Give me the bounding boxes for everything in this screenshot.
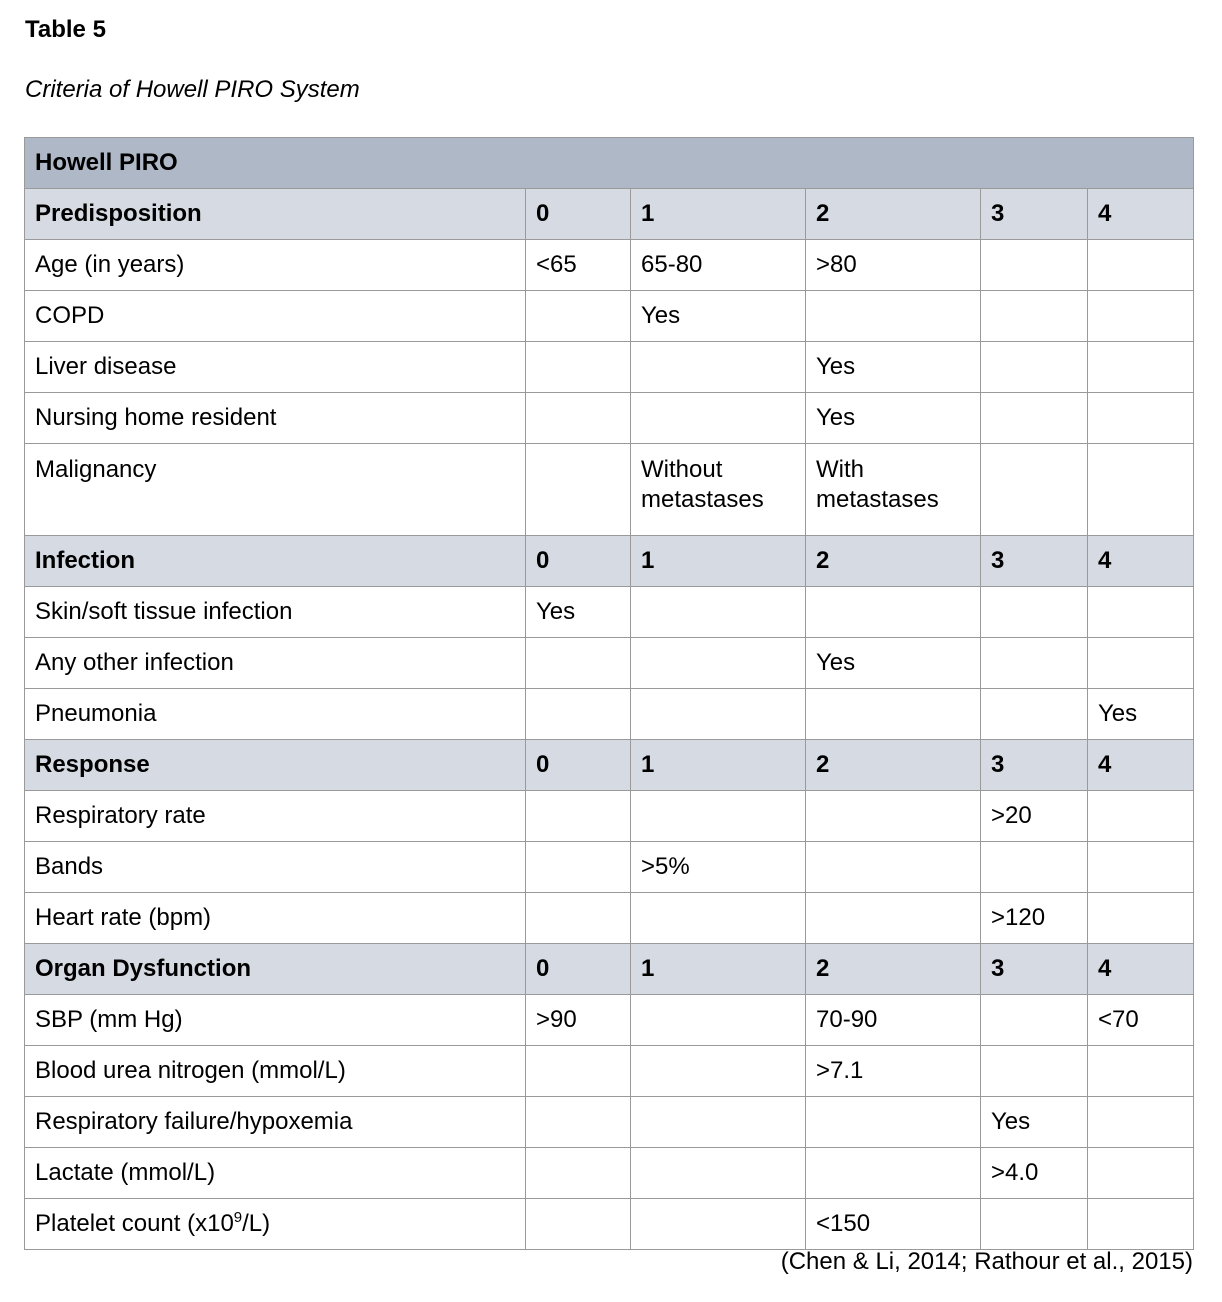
section-name: Organ Dysfunction (25, 944, 526, 995)
table-cell (981, 291, 1088, 342)
table-caption: Criteria of Howell PIRO System (25, 76, 360, 103)
table-cell (981, 444, 1088, 536)
table-row (25, 842, 1194, 893)
table-cell (806, 587, 981, 638)
table-cell: >4.0 (981, 1148, 1088, 1199)
table-cell (981, 1199, 1088, 1250)
table-cell (526, 791, 631, 842)
score-header: 4 (1088, 189, 1194, 240)
row-label: Respiratory rate (25, 791, 526, 842)
table-cell (526, 291, 631, 342)
score-header: 1 (631, 189, 806, 240)
table-title: Howell PIRO (25, 138, 1194, 189)
table-cell (806, 791, 981, 842)
table-row (25, 1148, 1194, 1199)
table-cell: Yes (806, 638, 981, 689)
table-cell: With metastases (806, 444, 981, 536)
table-cell (981, 842, 1088, 893)
table-row (25, 444, 1194, 536)
table-cell (1088, 842, 1194, 893)
row-label: Nursing home resident (25, 393, 526, 444)
score-header: 0 (526, 536, 631, 587)
table-cell (1088, 587, 1194, 638)
table-cell (1088, 791, 1194, 842)
table-cell (981, 1046, 1088, 1097)
score-header: 0 (526, 944, 631, 995)
table-cell (526, 842, 631, 893)
score-header: 1 (631, 536, 806, 587)
table-cell (981, 587, 1088, 638)
row-label: Lactate (mmol/L) (25, 1148, 526, 1199)
score-header: 2 (806, 189, 981, 240)
row-label: Age (in years) (25, 240, 526, 291)
table-cell (631, 393, 806, 444)
citation: (Chen & Li, 2014; Rathour et al., 2015) (780, 1248, 1193, 1275)
row-label-unit: /L) (242, 1210, 271, 1237)
row-label: Skin/soft tissue infection (25, 587, 526, 638)
table-cell (526, 342, 631, 393)
table-cell (526, 638, 631, 689)
table-cell (631, 995, 806, 1046)
score-header: 3 (981, 189, 1088, 240)
score-header: 2 (806, 944, 981, 995)
table-cell (526, 444, 631, 536)
table-row (25, 791, 1194, 842)
row-label: Blood urea nitrogen (mmol/L) (25, 1046, 526, 1097)
table-cell (981, 342, 1088, 393)
table-row (25, 1046, 1194, 1097)
section-header-row (25, 740, 1194, 791)
row-label: Any other infection (25, 638, 526, 689)
table-cell (1088, 1199, 1194, 1250)
table-cell: 70-90 (806, 995, 981, 1046)
table-cell (806, 842, 981, 893)
table-row (25, 1199, 1194, 1250)
row-label: Malignancy (25, 444, 526, 536)
score-header: 0 (526, 740, 631, 791)
table-row (25, 893, 1194, 944)
table-row (25, 995, 1194, 1046)
table-cell (981, 995, 1088, 1046)
score-header: 4 (1088, 536, 1194, 587)
table-cell (1088, 240, 1194, 291)
table-cell (806, 1148, 981, 1199)
score-header: 4 (1088, 740, 1194, 791)
table-cell (631, 638, 806, 689)
row-label (25, 1199, 526, 1250)
row-label: Respiratory failure/hypoxemia (25, 1097, 526, 1148)
table-cell: >20 (981, 791, 1088, 842)
table-cell (526, 689, 631, 740)
table-cell (1088, 444, 1194, 536)
superscript-exponent: 9 (233, 1209, 243, 1226)
table-cell: <70 (1088, 995, 1194, 1046)
table-number: Table 5 (25, 16, 106, 43)
table-cell (806, 1097, 981, 1148)
table-cell (1088, 1148, 1194, 1199)
section-name: Response (25, 740, 526, 791)
section-header-row (25, 536, 1194, 587)
table-cell: Yes (526, 587, 631, 638)
row-label: Heart rate (bpm) (25, 893, 526, 944)
table-row (25, 587, 1194, 638)
table-cell (526, 1199, 631, 1250)
table-cell: <150 (806, 1199, 981, 1250)
table-cell (981, 638, 1088, 689)
row-label: Pneumonia (25, 689, 526, 740)
section-header-row (25, 189, 1194, 240)
table-cell (631, 1046, 806, 1097)
table-cell: >7.1 (806, 1046, 981, 1097)
score-header: 3 (981, 740, 1088, 791)
table-cell (631, 1097, 806, 1148)
table-cell (631, 1199, 806, 1250)
table-cell (526, 893, 631, 944)
score-header: 3 (981, 944, 1088, 995)
table-cell (1088, 342, 1194, 393)
table-cell (631, 342, 806, 393)
table-cell (1088, 893, 1194, 944)
table-cell: Yes (806, 393, 981, 444)
row-label: Liver disease (25, 342, 526, 393)
table-row (25, 342, 1194, 393)
table-cell (631, 791, 806, 842)
table-cell (526, 1046, 631, 1097)
score-header: 2 (806, 740, 981, 791)
table-cell (1088, 291, 1194, 342)
score-header: 0 (526, 189, 631, 240)
table-cell (1088, 393, 1194, 444)
section-name: Infection (25, 536, 526, 587)
table-cell (981, 240, 1088, 291)
table-row (25, 1097, 1194, 1148)
table-row (25, 689, 1194, 740)
table-cell (981, 689, 1088, 740)
row-label-text: Platelet count (x10 (35, 1210, 234, 1237)
row-label: Bands (25, 842, 526, 893)
row-label: COPD (25, 291, 526, 342)
score-header: 2 (806, 536, 981, 587)
table-cell: Yes (1088, 689, 1194, 740)
table-cell (631, 893, 806, 944)
table-cell (1088, 638, 1194, 689)
section-name: Predisposition (25, 189, 526, 240)
table-row (25, 291, 1194, 342)
table-cell: Without metastases (631, 444, 806, 536)
table-cell (526, 1148, 631, 1199)
table-cell (806, 893, 981, 944)
table-cell (1088, 1046, 1194, 1097)
table-cell: >120 (981, 893, 1088, 944)
table-cell: >5% (631, 842, 806, 893)
score-header: 1 (631, 944, 806, 995)
table-cell (631, 587, 806, 638)
table-cell (526, 393, 631, 444)
table-cell: >90 (526, 995, 631, 1046)
table-cell: Yes (631, 291, 806, 342)
table-cell (631, 1148, 806, 1199)
score-header: 1 (631, 740, 806, 791)
table-cell (526, 1097, 631, 1148)
howell-piro-table (24, 137, 1194, 1250)
table-cell (631, 689, 806, 740)
table-cell: 65-80 (631, 240, 806, 291)
score-header: 4 (1088, 944, 1194, 995)
table-cell (806, 689, 981, 740)
table-cell (806, 291, 981, 342)
table-cell: >80 (806, 240, 981, 291)
score-header: 3 (981, 536, 1088, 587)
section-header-row (25, 944, 1194, 995)
row-label: SBP (mm Hg) (25, 995, 526, 1046)
table-row (25, 393, 1194, 444)
table-cell: <65 (526, 240, 631, 291)
table-cell: Yes (806, 342, 981, 393)
table-cell (981, 393, 1088, 444)
table-row (25, 240, 1194, 291)
table-cell (1088, 1097, 1194, 1148)
table-row (25, 638, 1194, 689)
table-cell: Yes (981, 1097, 1088, 1148)
table-title-row (25, 138, 1194, 189)
